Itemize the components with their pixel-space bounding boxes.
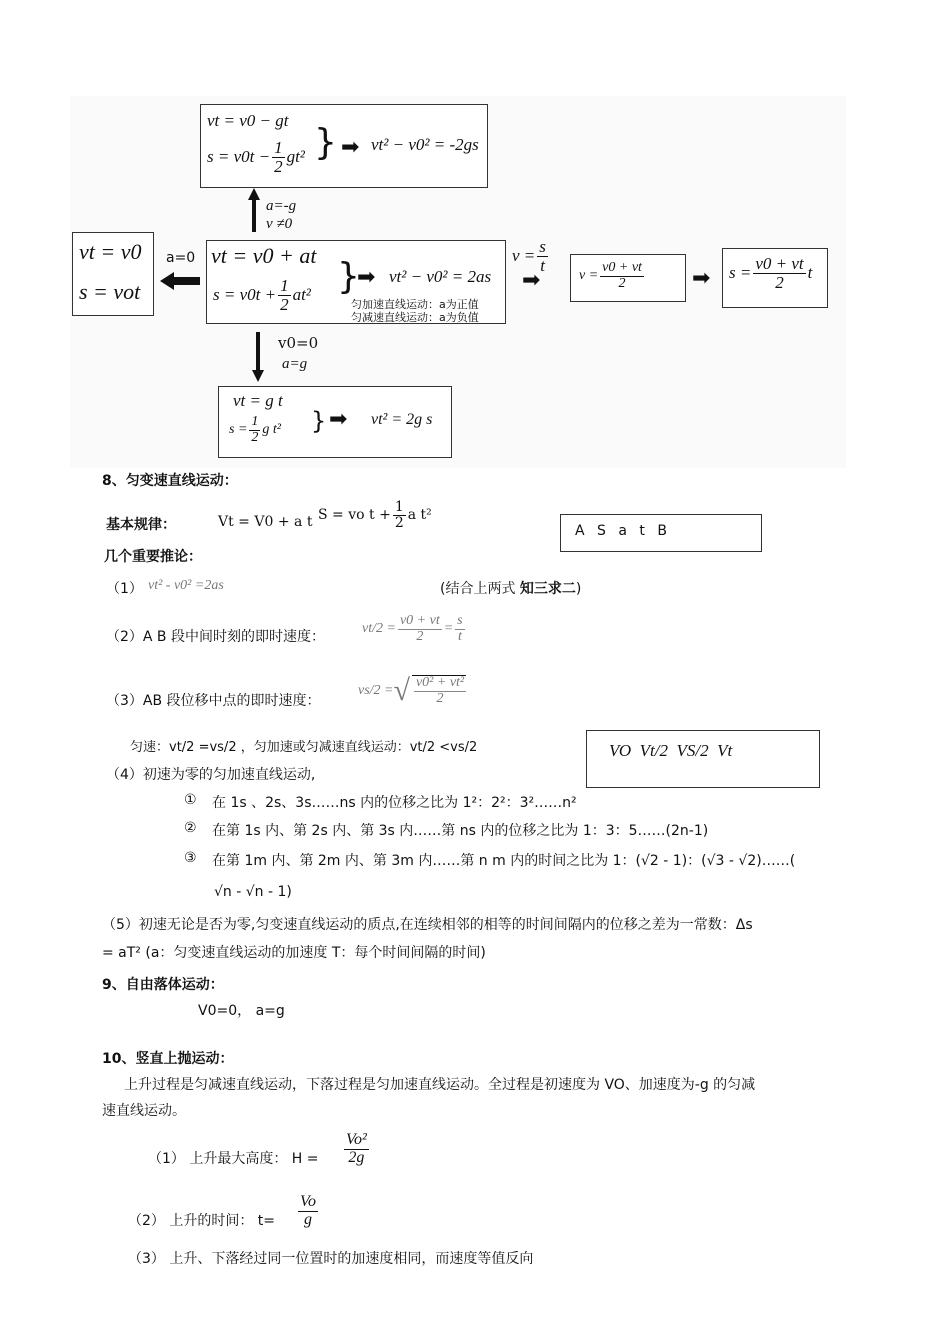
item4-3: 在第 1m 内、第 2m 内、第 3m 内……第 n m 内的时间之比为 1：(√2 - 1)：(√3 - √2)……( <box>212 853 796 869</box>
avg-box-num: v0 + vt <box>602 260 642 275</box>
top-box-frac-num: 1 <box>274 138 283 157</box>
top-box-frac-den: 2 <box>274 156 283 176</box>
left-box-line1: vt = v0 <box>79 239 142 264</box>
bottom-box-arrow-icon: ➡ <box>329 407 348 432</box>
basic-eq1: Vt = V0 + a t <box>218 514 313 530</box>
item3-num: v0² + vt² <box>415 675 465 691</box>
top-box-line1: vt = v0 − gt <box>207 111 289 130</box>
item4-3-cont: √n - √n - 1) <box>214 884 292 900</box>
section10-para2: 速直线运动。 <box>102 1103 186 1119</box>
basic-eq2-den: 2 <box>394 514 404 531</box>
item2-lhs: vt/2 = <box>362 621 396 637</box>
top-box-line2-left: s = v0t − <box>207 147 271 167</box>
up-arrow-icon <box>248 188 260 232</box>
item3-den: 2 <box>436 691 444 706</box>
section10-para1: 上升过程是匀减速直线运动，下落过程是匀加速直线运动。全过程是初速度为 VO、加速度为-g 的匀减 <box>124 1077 756 1093</box>
left-box-line2: s = vot <box>79 279 141 304</box>
s10-item2-den: g <box>304 1210 312 1228</box>
uniform-text: 匀速：vt/2 =vs/2 ，匀加速或匀减速直线运动：vt/2 <vs/2 <box>130 740 478 755</box>
diagram-avg-box <box>570 254 686 302</box>
s-box-left: s = <box>729 263 752 283</box>
item4-2: 在第 1s 内、第 2s 内、第 3s 内……第 ns 内的位移之比为 1：3：5……(2n-1) <box>212 823 709 839</box>
item2-num2: s <box>457 613 463 628</box>
item2-label: （2）A B 段中间时刻的即时速度： <box>106 629 325 645</box>
item4-3-mark: ③ <box>184 850 197 866</box>
left-label: a=0 <box>166 250 196 266</box>
diagram-top-box <box>200 104 488 188</box>
v-box <box>586 730 820 788</box>
ab-box <box>560 514 762 552</box>
center-box-result: vt² − v0² = 2as <box>389 267 492 286</box>
avg-box-left: v = <box>579 268 599 284</box>
diagram-s-box <box>722 248 828 308</box>
top-box-arrow-icon: ➡ <box>341 135 360 160</box>
bottom-box-brace: } <box>311 407 327 435</box>
item3-lhs: vs/2 = <box>358 683 394 698</box>
down-label-v: v0=0 <box>278 334 319 352</box>
down-arrow-icon <box>252 332 264 386</box>
item2-den: 2 <box>416 628 424 644</box>
item4-label: （4）初速为零的匀加速直线运动, <box>106 767 316 783</box>
item5-line2: = aT² (a：匀变速直线运动的加速度 T：每个时间间隔的时间) <box>102 945 486 961</box>
center-box-line2-left: s = v0t + <box>213 285 277 305</box>
bottom-box-line2-right: g t² <box>262 422 281 438</box>
center-box-line1: vt = v0 + at <box>211 243 317 268</box>
section10-heading: 10、竖直上抛运动： <box>102 1051 234 1067</box>
s10-item1-den: 2g <box>348 1148 365 1166</box>
vbar-num: s <box>539 237 546 256</box>
vbar-den: t <box>540 255 545 275</box>
item1-note-bold: 知三求二 <box>519 581 576 597</box>
bottom-box-frac-num: 1 <box>251 414 259 429</box>
s10-item3: （3） 上升、下落经过同一位置时的加速度相同，而速度等值反向 <box>128 1251 534 1267</box>
item2-eq2: = <box>443 621 454 637</box>
center-box-note1: 匀加速直线运动：a为正值 <box>351 298 479 311</box>
item1-label: （1） <box>106 581 143 597</box>
item2-num: v0 + vt <box>399 613 440 628</box>
s-box-num: v0 + vt <box>755 254 804 273</box>
bottom-box-frac-den: 2 <box>251 429 259 445</box>
section9-heading: 9、自由落体运动： <box>102 977 224 993</box>
item3-label: （3）AB 段位移中点的即时速度： <box>106 693 321 709</box>
up-label-v: v ≠0 <box>266 216 293 232</box>
item2-den2: t <box>457 628 462 644</box>
item4-2-mark: ② <box>184 820 197 836</box>
bottom-box-result: vt² = 2g s <box>371 411 433 428</box>
avg-box-den: 2 <box>618 275 626 291</box>
top-box-line2-right: gt² <box>286 147 305 167</box>
item1-note-end: ) <box>575 581 582 597</box>
basic-eq2-num: 1 <box>394 499 404 515</box>
basic-eq2-left: S = vo t + <box>318 507 391 524</box>
item1-note: (结合上两式 <box>440 581 520 597</box>
item4-1: 在 1s 、2s、3s……ns 内的位移之比为 1²：2²：3²……n² <box>212 795 577 811</box>
bottom-box-line1: vt = g t <box>233 391 283 410</box>
v-box-text: VO Vt/2 VS/2 Vt <box>609 741 733 760</box>
item1-eq: vt² - v0² =2as <box>148 578 224 593</box>
bottom-box-line2-left: s = <box>229 422 248 438</box>
basic-label: 基本规律： <box>106 517 176 533</box>
down-label-a: a=g <box>282 356 308 372</box>
s-box-den: 2 <box>775 272 784 292</box>
diagram-left-box <box>72 232 154 316</box>
item4-1-mark: ① <box>184 792 197 808</box>
center-box-frac-den: 2 <box>280 294 289 314</box>
center-box-note2: 匀减速直线运动：a为负值 <box>351 311 479 324</box>
diagram-center-box <box>206 240 506 324</box>
center-box-line2-right: at² <box>292 285 311 305</box>
vbar-left: v = <box>512 246 536 266</box>
section9-eq: V0=0， a=g <box>198 1003 285 1019</box>
center-box-frac-num: 1 <box>280 276 289 295</box>
top-box-result: vt² − v0² = -2gs <box>371 135 479 154</box>
s10-item1-label: （1） 上升最大高度： H = <box>148 1151 319 1167</box>
top-box-brace: } <box>314 122 337 163</box>
ab-box-text: A S a t B <box>575 523 667 539</box>
section8-heading: 8、匀变速直线运动： <box>102 473 238 489</box>
sqrt-icon: √ <box>393 674 410 707</box>
s10-item2-num: Vo <box>300 1193 316 1210</box>
avg-arrow-icon: ➡ <box>692 266 711 291</box>
s10-item2-label: （2） 上升的时间： t= <box>128 1213 276 1229</box>
vbar-arrow-icon: ➡ <box>522 268 541 293</box>
item5-line1: （5）初速无论是否为零,匀变速直线运动的质点,在连续相邻的相等的时间间隔内的位移之差为一常数：Δs <box>102 917 753 933</box>
diagram-bottom-box <box>218 386 452 458</box>
left-arrow-icon <box>160 272 200 294</box>
inferences-title: 几个重要推论： <box>104 549 202 565</box>
basic-eq2-right: a t² <box>407 507 432 524</box>
up-label-a: a=-g <box>266 198 297 214</box>
s-box-right: t <box>807 263 813 283</box>
center-box-arrow-icon: ➡ <box>357 265 376 290</box>
center-box-brace: } <box>337 256 360 297</box>
s10-item1-num: Vo² <box>346 1131 367 1148</box>
